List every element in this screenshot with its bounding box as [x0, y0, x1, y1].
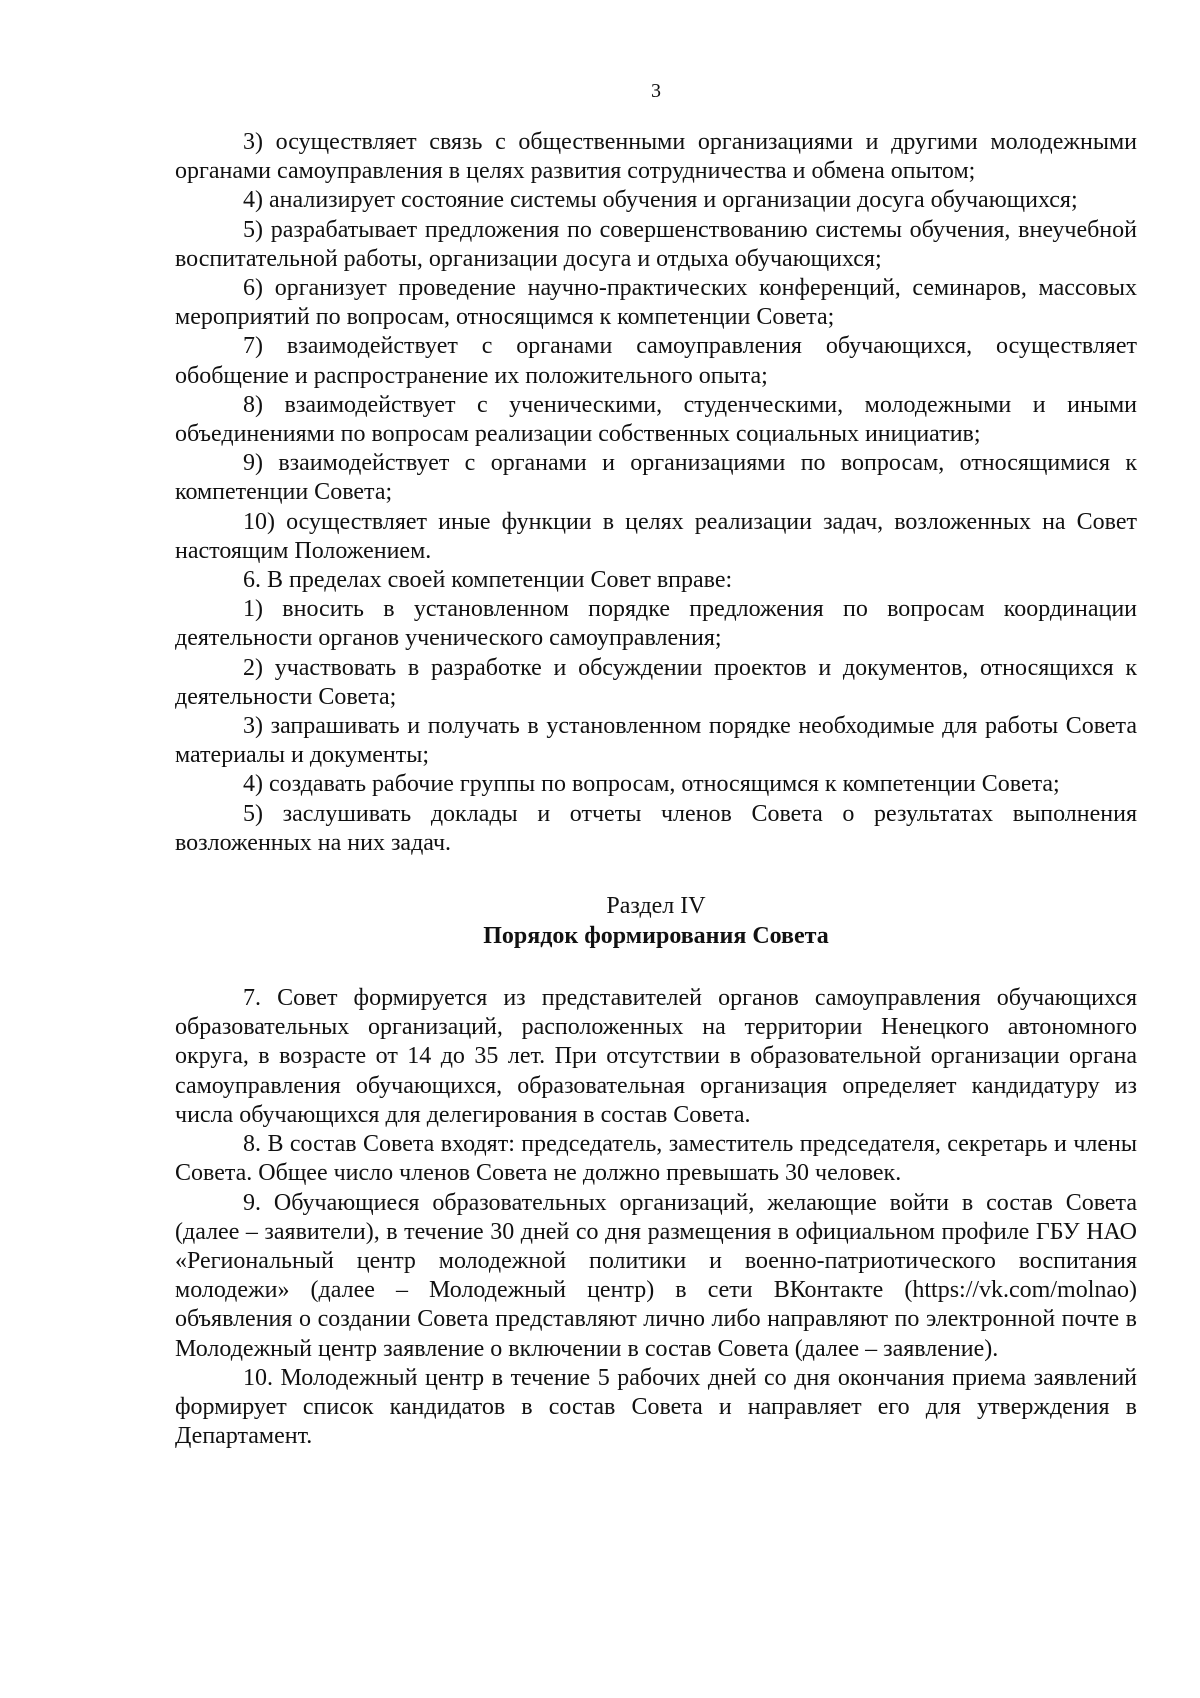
paragraph-item-6: 6) организует проведение научно-практических конференций, семинаров, массовых мероприятий по вопросам, относящимся к компетенции Совета;	[175, 275, 1137, 331]
paragraph-item-9: 9) взаимодействует с органами и организациями по вопросам, относящимися к компетенции Совета;	[175, 450, 1137, 506]
section-label: Раздел IV	[606, 893, 706, 920]
section-heading	[175, 891, 1137, 951]
paragraph-clause-9: 9. Обучающиеся образовательных организаций, желающие войти в состав Совета (далее – заявители), в течение 30 дней со дня размещения в официальном профиле ГБУ НАО «Региональный центр молодежной политики и военно-патриотического воспитания молодежи» (далее – Молодежный центр) в сети ВКонтакте (https://vk.com/molnao) объявления о создании Совета представляют лично либо направляют по электронной почте в Молодежный центр заявление о включении в состав Совета (далее – заявление).	[175, 1189, 1137, 1362]
paragraph-right-3: 3) запрашивать и получать в установленном порядке необходимые для работы Совета материалы и документы;	[175, 713, 1137, 769]
paragraph-right-2: 2) участвовать в разработке и обсуждении проектов и документов, относящихся к деятельности Совета;	[175, 654, 1137, 710]
paragraph-right-1: 1) вносить в установленном порядке предложения по вопросам координации деятельности органов ученического самоуправления;	[175, 596, 1137, 652]
paragraph-item-8: 8) взаимодействует с ученическими, студенческими, молодежными и иными объединениями по вопросам реализации собственных социальных инициатив;	[175, 391, 1137, 448]
paragraph-item-10: 10) осуществляет иные функции в целях реализации задач, возложенных на Совет настоящим Положением.	[175, 508, 1137, 564]
paragraph-clause-8: 8. В состав Совета входят: председатель, заместитель председателя, секретарь и члены Совета. Общее число членов Совета не должно превышать 30 человек.	[175, 1131, 1137, 1187]
paragraph-item-4: 4) анализирует состояние системы обучения и организации досуга обучающихся;	[243, 187, 1078, 214]
paragraph-item-3: 3) осуществляет связь с общественными организациями и другими молодежными органами самоуправления в целях развития сотрудничества и обмена опытом;	[175, 129, 1137, 185]
document-body	[175, 128, 1137, 1451]
paragraph-item-7: 7) взаимодействует с органами самоуправления обучающихся, осуществляет обобщение и распространение их положительного опыта;	[175, 333, 1137, 389]
paragraph-clause-7: 7. Совет формируется из представителей органов самоуправления обучающихся образовательных организаций, расположенных на территории Ненецкого автономного округа, в возрасте от 14 до 35 лет. При отсутствии в образовательной организации органа самоуправления обучающихся, образовательная организация определяет кандидатуру из числа обучающихся для делегирования в состав Совета.	[175, 985, 1137, 1128]
page-number: 3	[651, 80, 661, 102]
paragraph-right-4: 4) создавать рабочие группы по вопросам, относящимся к компетенции Совета;	[243, 771, 1060, 798]
paragraph-item-5: 5) разрабатывает предложения по совершенствованию системы обучения, внеучебной воспитательной работы, организации досуга и отдыха обучающихся;	[175, 216, 1137, 272]
section-title: Порядок формирования Совета	[483, 923, 829, 950]
paragraph-clause-10: 10. Молодежный центр в течение 5 рабочих дней со дня окончания приема заявлений формирует список кандидатов в состав Совета и направляет его для утверждения в Департамент.	[175, 1364, 1137, 1450]
paragraph-clause-6: 6. В пределах своей компетенции Совет вправе:	[243, 567, 733, 594]
paragraph-right-5: 5) заслушивать доклады и отчеты членов Совета о результатах выполнения возложенных на них задач.	[175, 800, 1137, 856]
